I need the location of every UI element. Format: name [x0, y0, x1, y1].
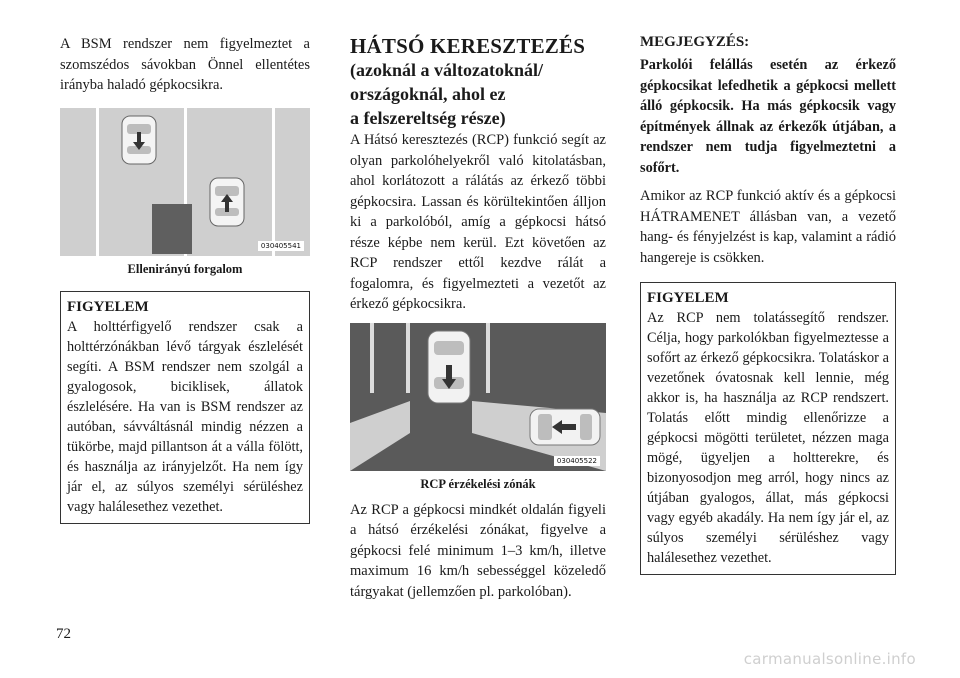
- title-line-2: (azoknál a változatoknál/: [350, 60, 544, 80]
- approaching-car: [530, 409, 600, 445]
- figure-caption: RCP érzékelési zónák: [420, 476, 536, 491]
- rcp-active-text: Amikor az RCP funkció aktív és a gépkocsi HÁTRAMENET állásban van, a vezető hang- és fényjelzést is kap, valamint a rádió hangereje is csökken.: [640, 188, 896, 266]
- oncoming-traffic-illustration: [60, 108, 310, 256]
- bsm-warning-box: [60, 291, 310, 524]
- reversing-car: [428, 331, 470, 403]
- note-title: MEGJEGYZÉS:: [640, 34, 750, 50]
- figure-caption: Ellenirányú forgalom: [127, 261, 243, 276]
- left-column: [60, 34, 310, 524]
- section-title: [350, 34, 606, 130]
- oncoming-car: [122, 116, 156, 164]
- rcp-detection-text: Az RCP a gépkocsi mindkét oldalán figyeli a hátsó érzékelési zónákat, figyelve a gépkocsi felé minimum 1–3 km/h, illetve maximum 16 km/h sebességgel közeledő tárgyakat (jellemzően pl. parkolóban).: [350, 501, 606, 600]
- oncoming-traffic-figure: [60, 108, 310, 256]
- warning-text: A holttérfigyelő rendszer csak a holttérzónákban lévő tárgyak észlelését segíti. A BSM rendszer nem szolgál a gyalogosok, biciklisek, állatok észlelésére. Ha van is BSM rendszer az autóban, sávváltásnál mindig nézzen a tükörbe, majd pillantson át a válla fölött, és használja az irányjelzőt. Ha nem így jár el, az súlyos személyi sérüléshez vagy halálesethez vezethet.: [67, 318, 303, 515]
- title-line-3: országoknál, ahol ez: [350, 84, 506, 104]
- warning-text: Az RCP nem tolatássegítő rendszer. Célja, hogy parkolókban figyelmeztesse a sofőrt az érkező gépkocsikra. Tolatáskor a vezetőnek óvatosnak kell lennie, még akkor is, ha használja az RCP rendszert. Tolatás előtt mindig ellenőrizze a gépkocsi mögötti területet, nézzen maga mögé, ügyeljen a holtterekre, és bizonyosodjon meg arról, hogy nincs az útjában gyalogos, állat, más gépkocsi vagy egyéb akadály. Ha nem így jár el, az súlyos személyi sérüléshez vagy halálesethez vezethet.: [647, 310, 889, 566]
- own-car: [210, 178, 244, 226]
- warning-title: FIGYELEM: [647, 290, 729, 306]
- rcp-warning-box: [640, 282, 896, 575]
- rcp-intro-text: A Hátsó keresztezés (RCP) funkció segít az olyan parkolóhelyekről való kitolatásban, ahol korlátozott a rálátás az érkező többi gépkocsira. Lassan és körültekintően álljon ki a parkolóból, amíg a gépkocsi hátsó része képbe nem kerül. Ezt követően az RCP rendszer ettől kezdve rálát a fogalomra, és figyelmezteti a vezetőt az érkező gépkocsikra.: [350, 132, 606, 312]
- middle-column: [350, 34, 606, 602]
- watermark: carmanualsonline.info: [743, 650, 916, 668]
- title-line-1: HÁTSÓ KERESZTEZÉS: [350, 34, 586, 58]
- rcp-zones-figure: [350, 323, 606, 471]
- figure-code: 030405522: [554, 456, 600, 466]
- rcp-zones-illustration: [350, 323, 606, 471]
- bsm-intro-text: A BSM rendszer nem figyelmeztet a szomszédos sávokban Önnel ellentétes irányba haladó gépkocsikra.: [60, 36, 310, 93]
- right-column: [640, 34, 896, 575]
- warning-title: FIGYELEM: [67, 298, 149, 315]
- title-line-4: a felszereltség része): [350, 108, 506, 128]
- note-text: Parkolói felállás esetén az érkező gépkocsikat lefedhetik a gépkocsi mellett álló gépkocsik. Ha más gépkocsik vagy építmények állnak az érkezők útjában, a rendszer nem tudja figyelmeztetni a sofőrt.: [640, 57, 896, 176]
- figure-code: 030405541: [258, 241, 304, 251]
- page-number: 72: [56, 626, 71, 642]
